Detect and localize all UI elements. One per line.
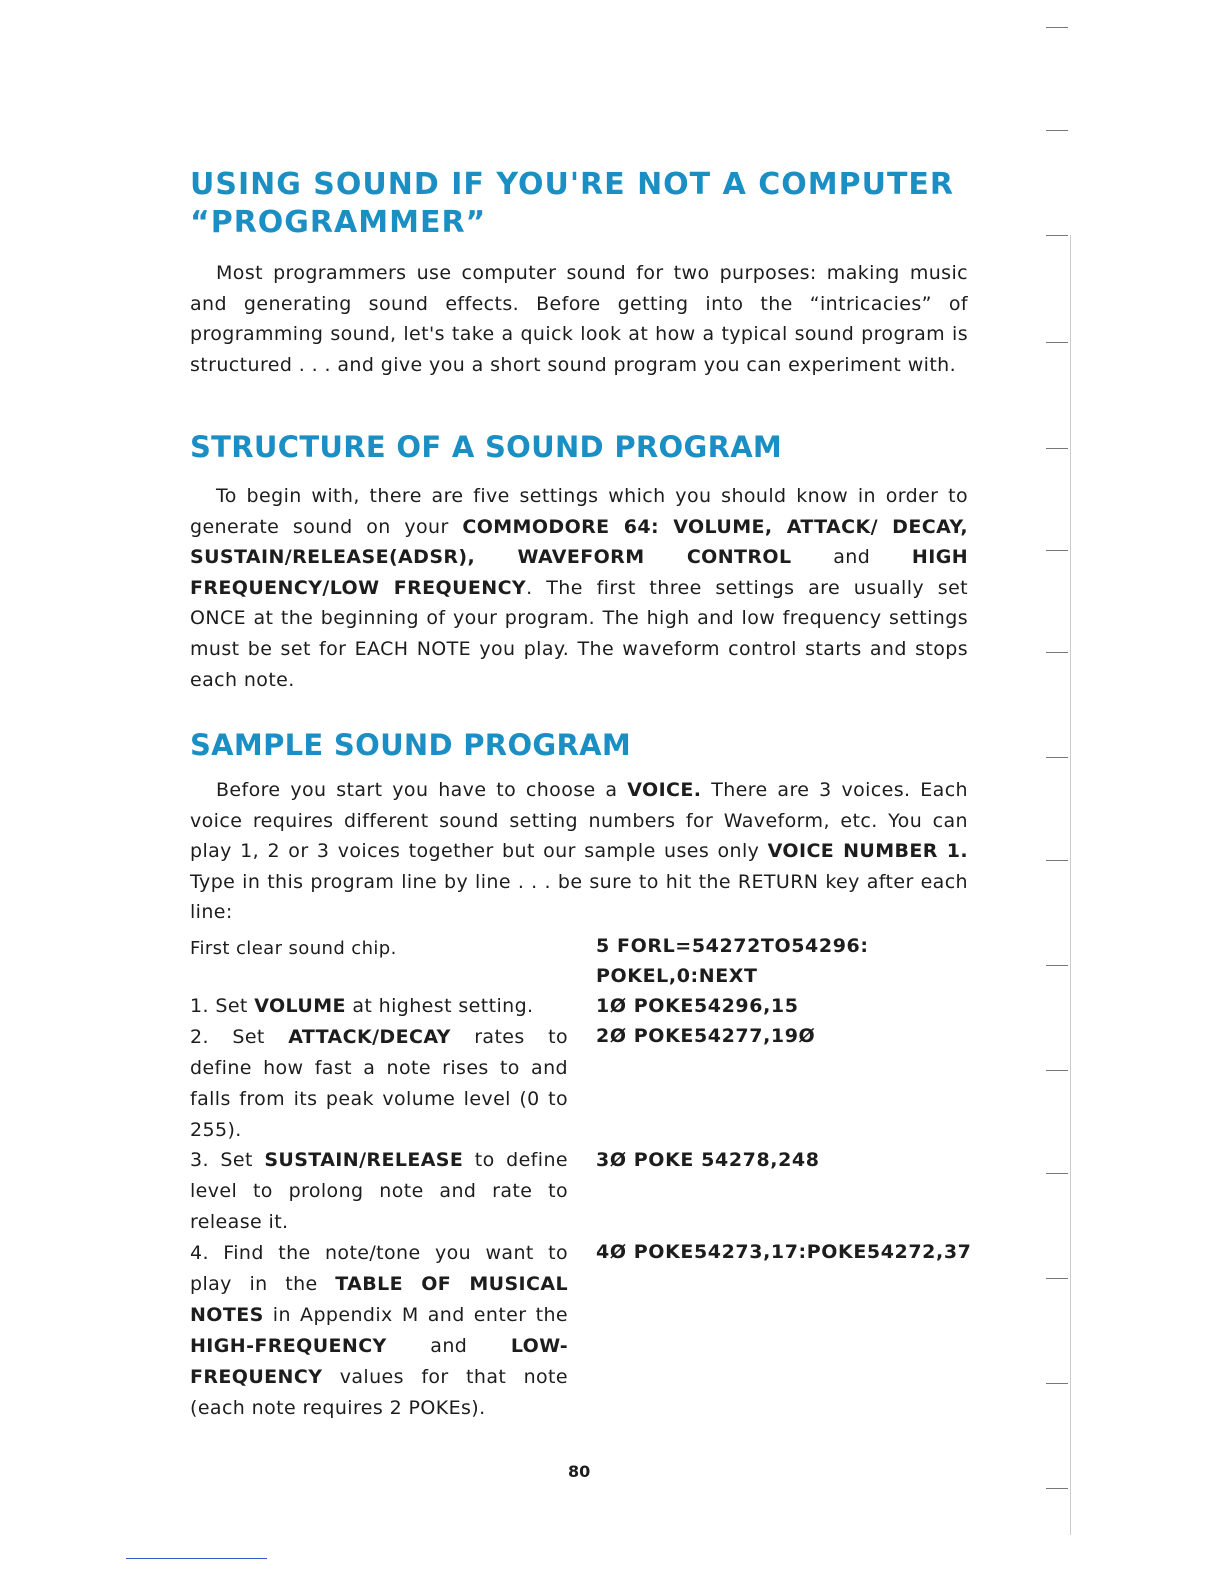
structure-text-1: To begin with, there are five settings which you should know in order to generate sound on your (190, 485, 968, 538)
sample-bold-1: VOICE. (627, 779, 702, 801)
step-1-text-2: at highest setting. (345, 995, 534, 1017)
code-line-30-text: 3Ø POKE 54278,248 (596, 1149, 820, 1171)
heading-using-sound (190, 166, 968, 242)
step-4-bold-1: TABLE OF MUSICAL NOTES (190, 1273, 568, 1326)
edge-mark (1046, 1070, 1068, 1071)
edge-mark (1046, 130, 1068, 131)
code-line-5a: 5 FORL=54272TO54296: (596, 935, 869, 957)
code-line-10-text: 1Ø POKE54296,15 (596, 995, 799, 1017)
step-4-text-3: and (386, 1335, 511, 1357)
sample-bold-2: VOICE NUMBER 1. (767, 840, 968, 863)
step-3 (190, 1145, 568, 1238)
step-3-text-2: to define level to prolong note and rate to release it. (190, 1149, 568, 1233)
step-3-text: 3. Set (190, 1149, 265, 1171)
edge-mark (1046, 27, 1068, 28)
edge-mark (1046, 448, 1068, 449)
sample-paragraph (190, 775, 968, 928)
step-4-text-4: values for that note (each note requires 2 POKEs). (190, 1366, 568, 1419)
edge-mark (1046, 1278, 1068, 1279)
heading-structure: STRUCTURE OF A SOUND PROGRAM (190, 430, 783, 464)
code-line-30 (596, 1145, 820, 1175)
step-1 (190, 991, 568, 1022)
step-1-bold: VOLUME (254, 995, 346, 1017)
code-line-20-text: 2Ø POKE54277,19Ø (596, 1025, 816, 1047)
step-2-text-2: rates to define how fast a note rises to and falls from its peak volume level (0 to 255). (190, 1026, 568, 1141)
sample-text-3: Type in this program line by line . . . be sure to hit the RETURN key after each line: (190, 870, 968, 924)
section-sample (190, 727, 968, 928)
section-structure (190, 429, 968, 695)
step-2-bold: ATTACK/DECAY (288, 1026, 451, 1048)
step-4-text-2: in Appendix M and enter the (263, 1304, 568, 1326)
heading-line-2: “PROGRAMMER” (190, 205, 487, 240)
edge-mark (1046, 757, 1068, 758)
steps-column (190, 933, 568, 964)
edge-mark (1046, 235, 1068, 236)
sample-text-2: There are 3 voices. Each voice requires different sound setting numbers for Waveform, etc. You can play 1, 2 or 3 voices together but our sample uses only (190, 779, 969, 863)
code-line-20 (596, 1021, 815, 1051)
structure-bold-2: HIGH FREQUENCY/LOW FREQUENCY (190, 546, 968, 599)
code-line-5 (596, 931, 869, 991)
step-1-text: 1. Set (190, 995, 255, 1017)
code-line-5b: POKEL,0:NEXT (596, 965, 758, 987)
step-4 (190, 1238, 568, 1424)
edge-mark (1046, 1173, 1068, 1174)
step-3-bold: SUSTAIN/RELEASE (264, 1149, 464, 1171)
edge-mark (1046, 1488, 1068, 1489)
structure-bold-1: COMMODORE 64: VOLUME, ATTACK/ DECAY, SUSTAIN/RELEASE(ADSR), WAVEFORM CONTROL (190, 515, 968, 569)
step-4-bold-3: LOW-FREQUENCY (190, 1335, 568, 1388)
code-line-40 (596, 1237, 971, 1267)
step-4-text: 4. Find the note/tone you want to play in the (190, 1242, 568, 1295)
heading-sample: SAMPLE SOUND PROGRAM (190, 728, 632, 762)
intro-paragraph: Most programmers use computer sound for two purposes: making music and generating sound effects. Before getting into the “intricacies” of programming sound, let's take a quick look at how a typical sound program is structured . . . and give you a short sound program you can experiment with. (190, 262, 968, 376)
edge-mark (1046, 1383, 1068, 1384)
heading-line-1: USING SOUND IF YOU'RE NOT A COMPUTER (190, 167, 955, 202)
sample-text-1: Before you start you have to choose a (216, 779, 628, 801)
edge-mark (1046, 342, 1068, 343)
step-2 (190, 1022, 568, 1146)
footer-rule (126, 1558, 267, 1559)
edge-mark (1046, 860, 1068, 861)
page-number: 80 (568, 1462, 591, 1481)
structure-text-3: . The first three settings are usually set ONCE at the beginning of your program. The high and low frequency settings must be set for EACH NOTE you play. The waveform control starts and stops each note. (190, 576, 969, 691)
edge-mark (1046, 652, 1068, 653)
step-2-text: 2. Set (190, 1026, 289, 1048)
structure-paragraph (190, 481, 968, 695)
code-line-10 (596, 991, 799, 1021)
edge-line (1070, 235, 1071, 1535)
step-clear-chip: First clear sound chip. (190, 938, 397, 959)
edge-mark (1046, 550, 1068, 551)
section-using-sound (190, 166, 968, 380)
code-line-40-text: 4Ø POKE54273,17:POKE54272,37 (596, 1241, 972, 1263)
edge-mark (1046, 965, 1068, 966)
structure-text-2: and (791, 546, 912, 569)
step-4-bold-2: HIGH-FREQUENCY (190, 1335, 387, 1357)
